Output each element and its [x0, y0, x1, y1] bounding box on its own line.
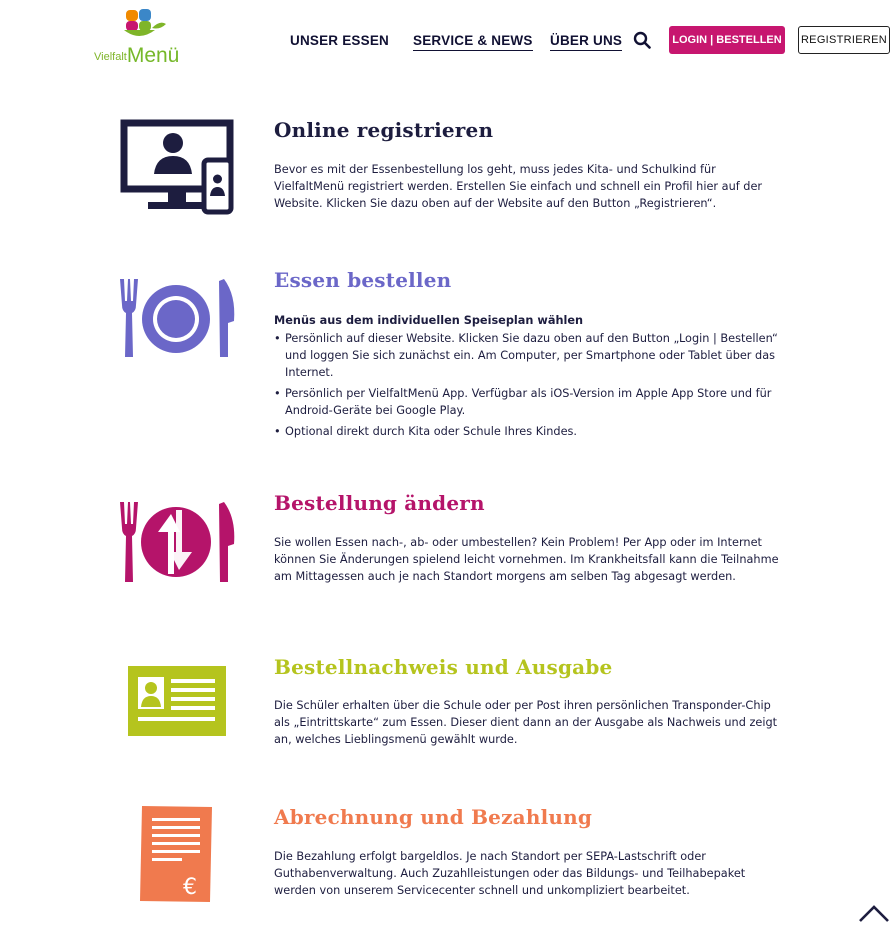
list-item: • Persönlich per VielfaltMenü App. Verfügbar als iOS-Version im Apple App Store und für Android-Geräte bei Google Play.	[285, 385, 789, 419]
section-body: Sie wollen Essen nach-, ab- oder umbestellen? Kein Problem! Per App oder im Internet können Sie Änderungen spielend leicht vornehmen. Im Krankheitsfall kann die Teilnahme am Mittagessen auch je nach Standort morgens am selben Tag abgesagt werden.	[274, 536, 779, 583]
svg-text:€: €	[183, 875, 197, 900]
section-subhead: Menüs aus dem individuellen Speiseplan wählen	[274, 314, 584, 327]
section-body	[274, 312, 789, 444]
logo-bowl-icon	[122, 8, 182, 48]
logo[interactable]	[94, 8, 194, 67]
section-title: Essen bestellen	[274, 268, 452, 292]
section-body: Die Bezahlung erfolgt bargeldlos. Je nach Standort per SEPA-Lastschrift oder Guthabenverwaltung. Auch Zuzahlleistungen oder das Bildungs- und Teilhabepaket werden von unserem Servicecenter schnell und unkompliziert bearbeitet.	[274, 850, 746, 897]
section-body: Die Schüler erhalten über die Schule oder per Post ihren persönlichen Transponder-Chip als „Eintrittskarte“ zum Essen. Dieser dient dann an der Ausgabe als Nachweis und zeigt an, welches Lieblingsmenü gewählt wurde.	[274, 699, 778, 746]
plate-arrows-icon	[116, 500, 240, 584]
section-title: Online registrieren	[274, 118, 494, 142]
invoice-euro-icon	[138, 804, 216, 904]
chevron-up-icon[interactable]	[844, 897, 892, 927]
nav-unser-essen[interactable]: UNSER ESSEN	[290, 33, 389, 48]
id-card-icon	[126, 663, 230, 739]
nav-ueber-uns[interactable]: ÜBER UNS	[550, 33, 622, 51]
nav-service-news[interactable]: SERVICE & NEWS	[413, 33, 533, 51]
computer-phone-icon	[118, 118, 238, 216]
login-order-button[interactable]: LOGIN | BESTELLEN	[669, 26, 785, 54]
register-button[interactable]: REGISTRIEREN	[798, 26, 890, 54]
logo-vielfalt: Vielfalt	[94, 51, 127, 63]
logo-menu: Menü	[126, 44, 180, 67]
list-item: • Persönlich auf dieser Website. Klicken Sie dazu oben auf den Button „Login | Bestellen“ und loggen Sie sich zunächst ein. Am Computer, per Smartphone oder Tablet über das Internet.	[285, 330, 789, 381]
section-title: Bestellnachweis und Ausgabe	[274, 655, 613, 679]
logo-text	[94, 44, 179, 68]
plate-cutlery-icon	[116, 277, 240, 359]
order-options-list	[274, 330, 789, 440]
section-title: Abrechnung und Bezahlung	[274, 805, 593, 829]
list-item: • Optional direkt durch Kita oder Schule Ihres Kindes.	[285, 423, 789, 440]
section-title: Bestellung ändern	[274, 491, 485, 515]
search-icon[interactable]	[633, 31, 651, 49]
section-body: Bevor es mit der Essenbestellung los geht, muss jedes Kita- und Schulkind für VielfaltMenü registriert werden. Erstellen Sie einfach und schnell ein Profil hier auf der Website. Klicken Sie dazu oben auf der Website auf den Button „Registrieren“.	[274, 163, 763, 210]
site-header	[0, 0, 892, 80]
